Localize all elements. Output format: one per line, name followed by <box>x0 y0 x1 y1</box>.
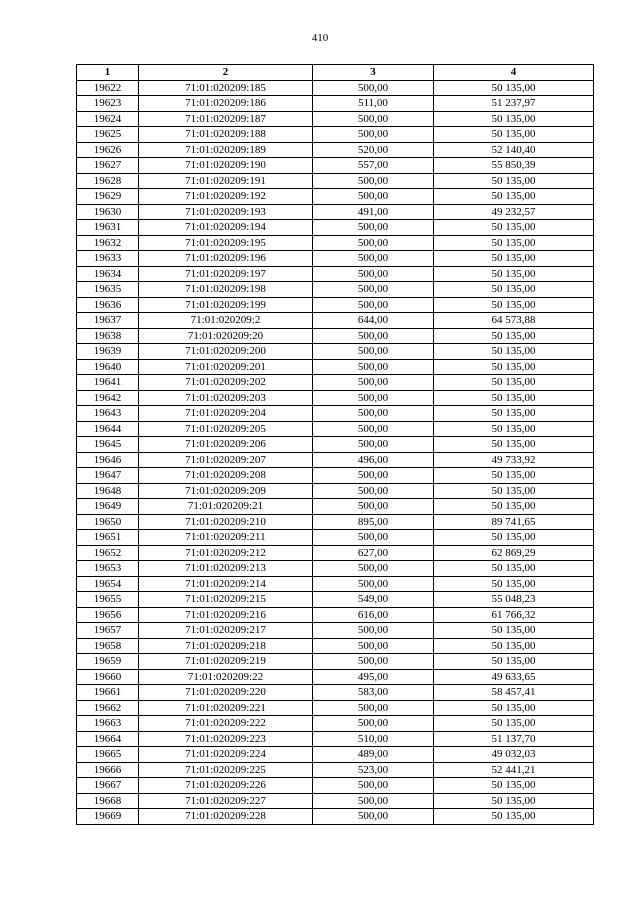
area-cell: 500,00 <box>313 793 434 809</box>
cadastral-number-cell: 71:01:020209:227 <box>139 793 313 809</box>
area-cell: 500,00 <box>313 700 434 716</box>
table-row <box>77 747 594 763</box>
value-cell: 50 135,00 <box>434 235 594 251</box>
column-header: 4 <box>434 65 594 81</box>
table-row <box>77 251 594 267</box>
value-cell: 50 135,00 <box>434 282 594 298</box>
table-row <box>77 731 594 747</box>
cadastral-number-cell: 71:01:020209:201 <box>139 359 313 375</box>
area-cell: 500,00 <box>313 437 434 453</box>
cadastral-number-cell: 71:01:020209:221 <box>139 700 313 716</box>
area-cell: 500,00 <box>313 127 434 143</box>
cadastral-number-cell: 71:01:020209:204 <box>139 406 313 422</box>
area-cell: 495,00 <box>313 669 434 685</box>
cadastral-number-cell: 71:01:020209:219 <box>139 654 313 670</box>
cadastral-number-cell: 71:01:020209:202 <box>139 375 313 391</box>
row-number-cell: 19631 <box>77 220 139 236</box>
value-cell: 50 135,00 <box>434 266 594 282</box>
value-cell: 89 741,65 <box>434 514 594 530</box>
value-cell: 49 633,65 <box>434 669 594 685</box>
area-cell: 500,00 <box>313 359 434 375</box>
table-row <box>77 762 594 778</box>
cadastral-number-cell: 71:01:020209:223 <box>139 731 313 747</box>
value-cell: 50 135,00 <box>434 390 594 406</box>
value-cell: 49 733,92 <box>434 452 594 468</box>
area-cell: 500,00 <box>313 251 434 267</box>
table-row <box>77 809 594 825</box>
row-number-cell: 19655 <box>77 592 139 608</box>
table-row <box>77 80 594 96</box>
row-number-cell: 19645 <box>77 437 139 453</box>
cadastral-number-cell: 71:01:020209:210 <box>139 514 313 530</box>
value-cell: 50 135,00 <box>434 127 594 143</box>
table-row <box>77 421 594 437</box>
value-cell: 50 135,00 <box>434 421 594 437</box>
row-number-cell: 19652 <box>77 545 139 561</box>
cadastral-number-cell: 71:01:020209:206 <box>139 437 313 453</box>
table-row <box>77 173 594 189</box>
area-cell: 496,00 <box>313 452 434 468</box>
row-number-cell: 19665 <box>77 747 139 763</box>
cadastral-number-cell: 71:01:020209:226 <box>139 778 313 794</box>
value-cell: 50 135,00 <box>434 328 594 344</box>
value-cell: 49 032,03 <box>434 747 594 763</box>
area-cell: 500,00 <box>313 344 434 360</box>
value-cell: 50 135,00 <box>434 530 594 546</box>
area-cell: 500,00 <box>313 189 434 205</box>
table-row <box>77 390 594 406</box>
cadastral-number-cell: 71:01:020209:209 <box>139 483 313 499</box>
cadastral-number-cell: 71:01:020209:214 <box>139 576 313 592</box>
row-number-cell: 19664 <box>77 731 139 747</box>
area-cell: 500,00 <box>313 328 434 344</box>
area-cell: 500,00 <box>313 716 434 732</box>
table-row <box>77 375 594 391</box>
row-number-cell: 19660 <box>77 669 139 685</box>
value-cell: 55 850,39 <box>434 158 594 174</box>
table-row <box>77 142 594 158</box>
value-cell: 52 140,40 <box>434 142 594 158</box>
cadastral-number-cell: 71:01:020209:211 <box>139 530 313 546</box>
area-cell: 500,00 <box>313 375 434 391</box>
cadastral-number-cell: 71:01:020209:185 <box>139 80 313 96</box>
cadastral-number-cell: 71:01:020209:225 <box>139 762 313 778</box>
area-cell: 583,00 <box>313 685 434 701</box>
row-number-cell: 19630 <box>77 204 139 220</box>
table-row <box>77 437 594 453</box>
row-number-cell: 19641 <box>77 375 139 391</box>
area-cell: 500,00 <box>313 173 434 189</box>
area-cell: 500,00 <box>313 266 434 282</box>
value-cell: 51 137,70 <box>434 731 594 747</box>
value-cell: 50 135,00 <box>434 251 594 267</box>
area-cell: 500,00 <box>313 623 434 639</box>
value-cell: 50 135,00 <box>434 189 594 205</box>
row-number-cell: 19648 <box>77 483 139 499</box>
value-cell: 58 457,41 <box>434 685 594 701</box>
table-row <box>77 778 594 794</box>
area-cell: 500,00 <box>313 111 434 127</box>
value-cell: 52 441,21 <box>434 762 594 778</box>
value-cell: 50 135,00 <box>434 468 594 484</box>
table-row <box>77 359 594 375</box>
area-cell: 500,00 <box>313 282 434 298</box>
row-number-cell: 19643 <box>77 406 139 422</box>
cadastral-number-cell: 71:01:020209:187 <box>139 111 313 127</box>
row-number-cell: 19639 <box>77 344 139 360</box>
area-cell: 500,00 <box>313 406 434 422</box>
row-number-cell: 19622 <box>77 80 139 96</box>
value-cell: 50 135,00 <box>434 111 594 127</box>
row-number-cell: 19651 <box>77 530 139 546</box>
table-row <box>77 669 594 685</box>
area-cell: 616,00 <box>313 607 434 623</box>
cadastral-number-cell: 71:01:020209:194 <box>139 220 313 236</box>
row-number-cell: 19629 <box>77 189 139 205</box>
table-row <box>77 607 594 623</box>
table-row <box>77 514 594 530</box>
area-cell: 500,00 <box>313 483 434 499</box>
row-number-cell: 19644 <box>77 421 139 437</box>
row-number-cell: 19646 <box>77 452 139 468</box>
value-cell: 50 135,00 <box>434 375 594 391</box>
area-cell: 511,00 <box>313 96 434 112</box>
row-number-cell: 19667 <box>77 778 139 794</box>
value-cell: 50 135,00 <box>434 483 594 499</box>
table-row <box>77 96 594 112</box>
value-cell: 51 237,97 <box>434 96 594 112</box>
area-cell: 520,00 <box>313 142 434 158</box>
cadastral-number-cell: 71:01:020209:21 <box>139 499 313 515</box>
row-number-cell: 19627 <box>77 158 139 174</box>
value-cell: 50 135,00 <box>434 344 594 360</box>
area-cell: 557,00 <box>313 158 434 174</box>
row-number-cell: 19663 <box>77 716 139 732</box>
value-cell: 50 135,00 <box>434 297 594 313</box>
cadastral-number-cell: 71:01:020209:215 <box>139 592 313 608</box>
row-number-cell: 19659 <box>77 654 139 670</box>
table-row <box>77 592 594 608</box>
column-header: 2 <box>139 65 313 81</box>
row-number-cell: 19637 <box>77 313 139 329</box>
table-row <box>77 235 594 251</box>
cadastral-number-cell: 71:01:020209:224 <box>139 747 313 763</box>
value-cell: 50 135,00 <box>434 220 594 236</box>
table-row <box>77 344 594 360</box>
table-row <box>77 623 594 639</box>
cadastral-number-cell: 71:01:020209:222 <box>139 716 313 732</box>
row-number-cell: 19661 <box>77 685 139 701</box>
cadastral-number-cell: 71:01:020209:186 <box>139 96 313 112</box>
cadastral-number-cell: 71:01:020209:220 <box>139 685 313 701</box>
area-cell: 549,00 <box>313 592 434 608</box>
area-cell: 500,00 <box>313 809 434 825</box>
value-cell: 50 135,00 <box>434 437 594 453</box>
row-number-cell: 19668 <box>77 793 139 809</box>
cadastral-number-cell: 71:01:020209:200 <box>139 344 313 360</box>
area-cell: 500,00 <box>313 561 434 577</box>
table-row <box>77 452 594 468</box>
area-cell: 500,00 <box>313 80 434 96</box>
value-cell: 61 766,32 <box>434 607 594 623</box>
row-number-cell: 19633 <box>77 251 139 267</box>
table-header-row <box>77 65 594 81</box>
column-header: 1 <box>77 65 139 81</box>
table-row <box>77 297 594 313</box>
cadastral-number-cell: 71:01:020209:195 <box>139 235 313 251</box>
value-cell: 50 135,00 <box>434 716 594 732</box>
row-number-cell: 19638 <box>77 328 139 344</box>
row-number-cell: 19658 <box>77 638 139 654</box>
value-cell: 50 135,00 <box>434 80 594 96</box>
area-cell: 644,00 <box>313 313 434 329</box>
area-cell: 500,00 <box>313 499 434 515</box>
cadastral-number-cell: 71:01:020209:208 <box>139 468 313 484</box>
cadastral-number-cell: 71:01:020209:193 <box>139 204 313 220</box>
row-number-cell: 19666 <box>77 762 139 778</box>
table-row <box>77 158 594 174</box>
row-number-cell: 19634 <box>77 266 139 282</box>
cadastral-number-cell: 71:01:020209:190 <box>139 158 313 174</box>
row-number-cell: 19640 <box>77 359 139 375</box>
row-number-cell: 19625 <box>77 127 139 143</box>
value-cell: 55 048,23 <box>434 592 594 608</box>
row-number-cell: 19657 <box>77 623 139 639</box>
table-row <box>77 127 594 143</box>
area-cell: 523,00 <box>313 762 434 778</box>
table-row <box>77 793 594 809</box>
table-row <box>77 576 594 592</box>
row-number-cell: 19628 <box>77 173 139 189</box>
value-cell: 50 135,00 <box>434 793 594 809</box>
row-number-cell: 19653 <box>77 561 139 577</box>
row-number-cell: 19649 <box>77 499 139 515</box>
table-row <box>77 282 594 298</box>
table-row <box>77 204 594 220</box>
value-cell: 50 135,00 <box>434 406 594 422</box>
table-row <box>77 561 594 577</box>
table-row <box>77 328 594 344</box>
table-row <box>77 545 594 561</box>
value-cell: 50 135,00 <box>434 654 594 670</box>
cadastral-number-cell: 71:01:020209:212 <box>139 545 313 561</box>
row-number-cell: 19647 <box>77 468 139 484</box>
cadastral-number-cell: 71:01:020209:22 <box>139 669 313 685</box>
table-row <box>77 189 594 205</box>
cadastral-number-cell: 71:01:020209:207 <box>139 452 313 468</box>
row-number-cell: 19632 <box>77 235 139 251</box>
cadastral-number-cell: 71:01:020209:196 <box>139 251 313 267</box>
cadastral-number-cell: 71:01:020209:2 <box>139 313 313 329</box>
area-cell: 489,00 <box>313 747 434 763</box>
table-row <box>77 716 594 732</box>
value-cell: 50 135,00 <box>434 359 594 375</box>
area-cell: 491,00 <box>313 204 434 220</box>
value-cell: 50 135,00 <box>434 623 594 639</box>
row-number-cell: 19635 <box>77 282 139 298</box>
row-number-cell: 19636 <box>77 297 139 313</box>
area-cell: 500,00 <box>313 576 434 592</box>
value-cell: 49 232,57 <box>434 204 594 220</box>
area-cell: 627,00 <box>313 545 434 561</box>
cadastral-number-cell: 71:01:020209:191 <box>139 173 313 189</box>
cadastral-number-cell: 71:01:020209:205 <box>139 421 313 437</box>
row-number-cell: 19650 <box>77 514 139 530</box>
cadastral-number-cell: 71:01:020209:217 <box>139 623 313 639</box>
value-cell: 50 135,00 <box>434 173 594 189</box>
area-cell: 500,00 <box>313 530 434 546</box>
area-cell: 500,00 <box>313 390 434 406</box>
row-number-cell: 19642 <box>77 390 139 406</box>
area-cell: 500,00 <box>313 297 434 313</box>
table-row <box>77 111 594 127</box>
table-row <box>77 483 594 499</box>
value-cell: 50 135,00 <box>434 700 594 716</box>
cadastral-number-cell: 71:01:020209:213 <box>139 561 313 577</box>
cadastral-number-cell: 71:01:020209:197 <box>139 266 313 282</box>
area-cell: 500,00 <box>313 235 434 251</box>
cadastral-number-cell: 71:01:020209:198 <box>139 282 313 298</box>
value-cell: 50 135,00 <box>434 638 594 654</box>
table-row <box>77 654 594 670</box>
row-number-cell: 19623 <box>77 96 139 112</box>
column-header: 3 <box>313 65 434 81</box>
row-number-cell: 19654 <box>77 576 139 592</box>
value-cell: 62 869,29 <box>434 545 594 561</box>
table-row <box>77 499 594 515</box>
table-row <box>77 406 594 422</box>
area-cell: 500,00 <box>313 778 434 794</box>
row-number-cell: 19662 <box>77 700 139 716</box>
cadastral-number-cell: 71:01:020209:20 <box>139 328 313 344</box>
table-row <box>77 220 594 236</box>
table-row <box>77 266 594 282</box>
cadastral-number-cell: 71:01:020209:192 <box>139 189 313 205</box>
area-cell: 500,00 <box>313 638 434 654</box>
cadastral-number-cell: 71:01:020209:216 <box>139 607 313 623</box>
area-cell: 500,00 <box>313 654 434 670</box>
table-row <box>77 468 594 484</box>
area-cell: 510,00 <box>313 731 434 747</box>
table-row <box>77 530 594 546</box>
cadastral-number-cell: 71:01:020209:189 <box>139 142 313 158</box>
table-row <box>77 638 594 654</box>
value-cell: 50 135,00 <box>434 809 594 825</box>
value-cell: 64 573,88 <box>434 313 594 329</box>
page-number: 410 <box>311 32 329 44</box>
table-body <box>77 80 594 824</box>
row-number-cell: 19656 <box>77 607 139 623</box>
area-cell: 500,00 <box>313 220 434 236</box>
table-row <box>77 685 594 701</box>
area-cell: 500,00 <box>313 468 434 484</box>
cadastral-number-cell: 71:01:020209:188 <box>139 127 313 143</box>
data-table <box>76 64 594 825</box>
row-number-cell: 19624 <box>77 111 139 127</box>
area-cell: 895,00 <box>313 514 434 530</box>
table-row <box>77 700 594 716</box>
area-cell: 500,00 <box>313 421 434 437</box>
cadastral-number-cell: 71:01:020209:199 <box>139 297 313 313</box>
row-number-cell: 19669 <box>77 809 139 825</box>
value-cell: 50 135,00 <box>434 561 594 577</box>
value-cell: 50 135,00 <box>434 778 594 794</box>
row-number-cell: 19626 <box>77 142 139 158</box>
table-row <box>77 313 594 329</box>
value-cell: 50 135,00 <box>434 576 594 592</box>
value-cell: 50 135,00 <box>434 499 594 515</box>
cadastral-number-cell: 71:01:020209:218 <box>139 638 313 654</box>
cadastral-number-cell: 71:01:020209:228 <box>139 809 313 825</box>
cadastral-number-cell: 71:01:020209:203 <box>139 390 313 406</box>
